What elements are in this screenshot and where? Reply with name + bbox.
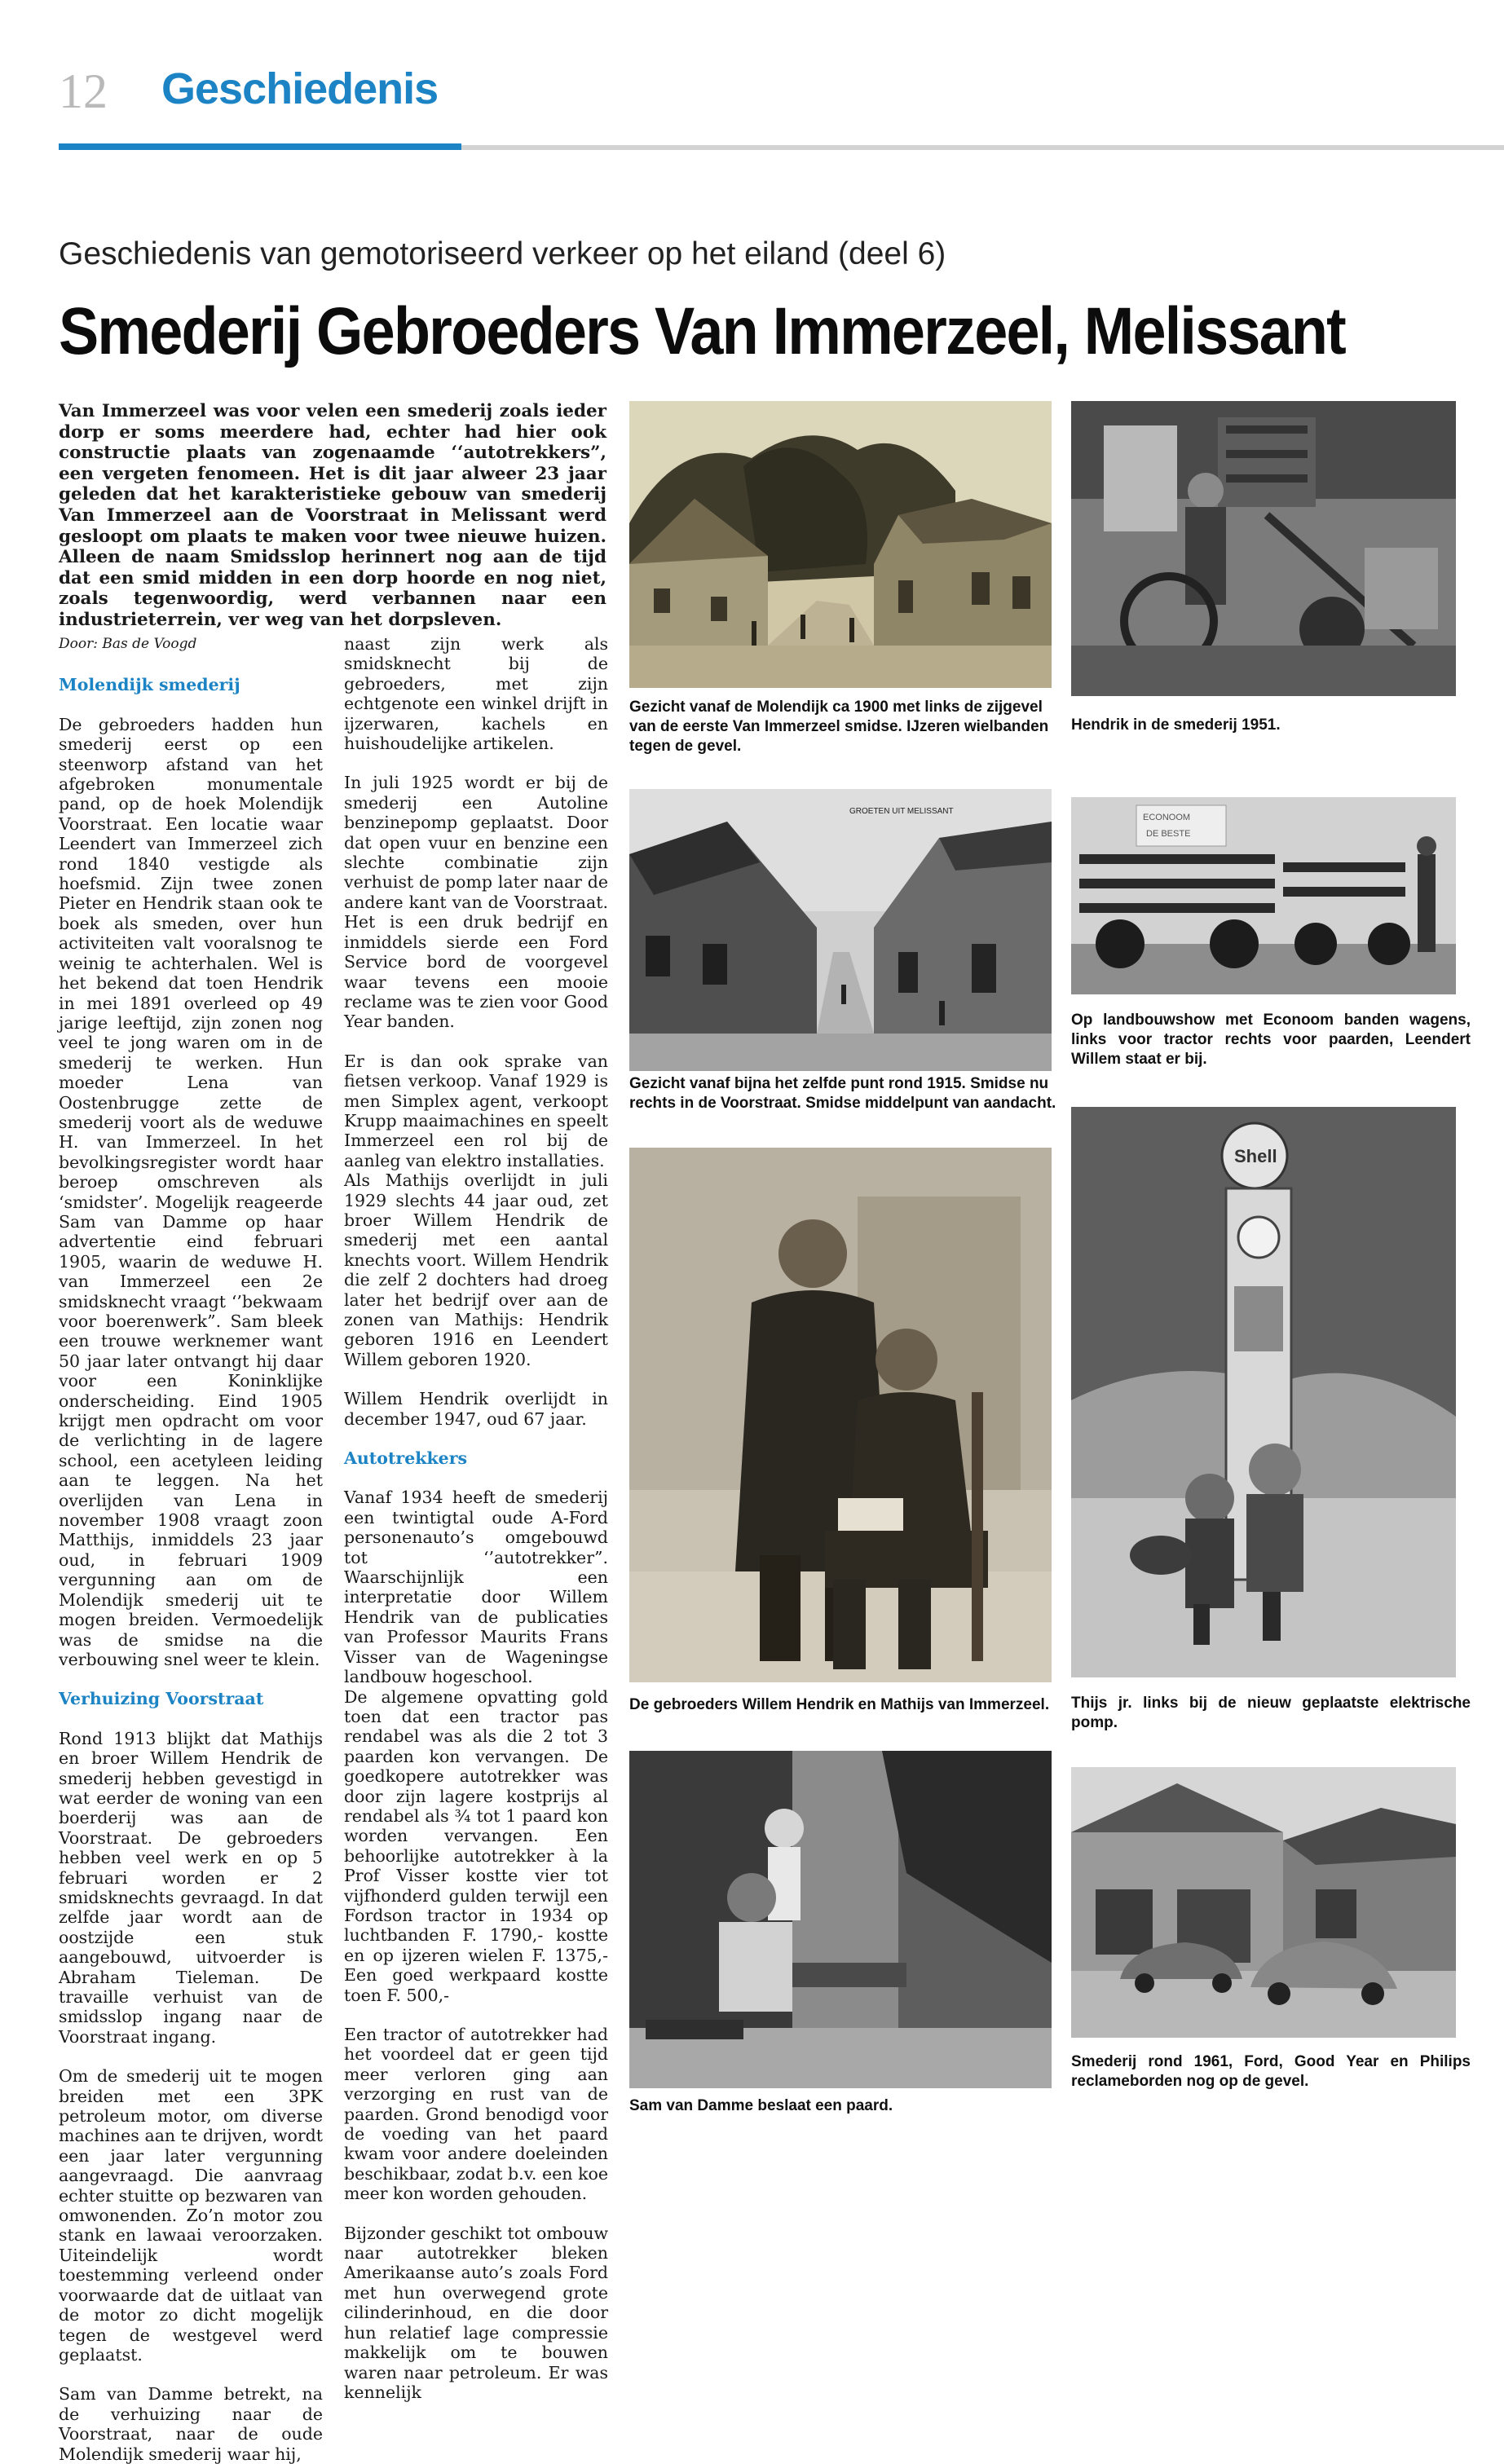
photo-caption: Gezicht vanaf de Molendijk ca 1900 met links de zijgevel van de eerste Van Immerzeel smidse. IJzeren wielbanden tegen de gevel.	[629, 699, 1049, 755]
photo-thijs-pomp	[1071, 1107, 1456, 1677]
photo-sam-van-damme	[629, 1751, 1052, 2088]
text-column-2	[344, 634, 608, 2402]
article-intro: Van Immerzeel was voor velen een smederij zoals ieder dorp er soms meerdere had, echter had hier ook constructie plaats van zogenaamde ‘‘autotrekkers”, een vergeten fenomeen. Het is dit jaar alweer 23 jaar geleden dat het karakteristieke gebouw van smederij Van Immerzeel aan de Voorstraat in Melissant werd gesloopt om plaats te maken voor twee nieuwe huizen. Alleen de naam Smidsslop herinnert nog aan de tijd dat een smid midden in een dorp hoorde en nog niet, zoals tegenwoordig, werd verbannen naar een industrieterrein, ver weg van het dorpsleven.	[59, 401, 606, 630]
subheading-verhuizing: Verhuizing Voorstraat	[59, 1689, 264, 1709]
sign-text: DE BESTE	[1146, 829, 1191, 839]
photo-caption: Op landbouwshow met Econoom banden wagens, links voor tractor rechts voor paarden, Leendert Willem staat er bij.	[1071, 1012, 1471, 1068]
header-rule-accent	[59, 143, 461, 150]
paragraph: Er is dan ook sprake van fietsen verkoop. Vanaf 1929 is men Simplex agent, verkoopt Krupp maaimachines en speelt Immerzeel een rol bij de aanleg van elektro installaties.	[344, 1051, 608, 1170]
postcard-text: GROETEN UIT MELISSANT	[849, 807, 954, 816]
photo-caption: Hendrik in de smederij 1951.	[1071, 716, 1281, 734]
paragraph: Sam van Damme betrekt, na de verhuizing naar de Voorstraat, naar de oude Molendijk smederij waar hij,	[59, 2384, 323, 2464]
byline: Door: Bas de Voogd	[59, 636, 197, 652]
photo-caption: Gezicht vanaf bijna het zelfde punt rond 1915. Smidse nu rechts in de Voorstraat. Smidse middelpunt van aandacht.	[629, 1075, 1056, 1112]
paragraph: Willem Hendrik overlijdt in december 1947, oud 67 jaar.	[344, 1389, 608, 1429]
photo-caption: Sam van Damme beslaat een paard.	[629, 2097, 893, 2114]
header-rule	[461, 145, 1504, 150]
paragraph: Als Mathijs overlijdt in juli 1929 slechts 44 jaar oud, zet broer Willem Hendrik de smederij met een aantal knechts voort. Willem Hendrik die zelf 2 dochters had droeg later het bedrijf over aan de zonen van Mathijs: Hendrik geboren 1916 en Leendert Willem geboren 1920.	[344, 1170, 608, 1369]
paragraph: Vanaf 1934 heeft de smederij een twintigtal oude A-Ford personenauto’s omgebouwd tot ‘’autotrekker”. Waarschijnlijk een interpretatie door Willem Hendrik van de publicaties van Professor Maurits Frans Visser van de Wageningse landbouw hogeschool.	[344, 1488, 608, 1687]
photo-smederij-1961	[1071, 1767, 1456, 2038]
paragraph: In juli 1925 wordt er bij de smederij een Autoline benzinepomp geplaatst. Door dat open vuur en benzine een slechte combinatie zijn verhuist de pomp later naar de andere kant van de Voorstraat. Het is een druk bedrijf en inmiddels sierde een Ford Service bord de voorgevel waar tevens een mooie reclame was te zien voor Good Year banden.	[344, 773, 608, 1032]
subheading-molendijk: Molendijk smederij	[59, 675, 240, 695]
paragraph: naast zijn werk als smidsknecht bij de gebroeders, met zijn echtgenote een winkel drijft in ijzerwaren, kachels en huishoudelijke artikelen.	[344, 634, 608, 754]
photo-caption: De gebroeders Willem Hendrik en Mathijs van Immerzeel.	[629, 1696, 1050, 1713]
article-kicker: Geschiedenis van gemotoriseerd verkeer op het eiland (deel 6)	[59, 236, 946, 271]
photo-caption: Smederij rond 1961, Ford, Good Year en Philips reclameborden nog op de gevel.	[1071, 2053, 1471, 2090]
subheading-autotrekkers: Autotrekkers	[344, 1448, 468, 1469]
paragraph: Om de smederij uit te mogen breiden met een 3PK petroleum motor, om diverse machines aan te drijven, wordt een jaar later vergunning aangevraagd. Die aanvraag echter stuitte op bezwaren van omwonenden. Zo’n motor zou stank en lawaai veroorzaken. Uiteindelijk wordt toestemming verleend onder voorwaarde dat de uitlaat van de motor zo dicht mogelijk tegen de westgevel werd geplaatst.	[59, 2066, 323, 2365]
paragraph: Een tractor of autotrekker had het voordeel dat er geen tijd meer verloren ging aan verzorging en rust van de paarden. Grond benodigd voor de voeding van het paard kwam voor andere doeleinden beschikbaar, zodat b.v. een koe meer kon worden gehouden.	[344, 2025, 608, 2204]
page-number: 12	[59, 64, 108, 118]
photo-caption: Thijs jr. links bij de nieuw geplaatste elektrische pomp.	[1071, 1695, 1471, 1731]
paragraph: Rond 1913 blijkt dat Mathijs en broer Willem Hendrik de smederij hebben gevestigd in wat eerder de woning van een boerderij was aan de Voorstraat. De gebroeders hebben veel werk en op 5 februari worden er 2 smidsknechts gevraagd. In dat zelfde jaar wordt aan de oostzijde een stuk aangebouwd, uitvoerder is Abraham Tieleman. De travaille verhuist van de smidsslop ingang naar de Voorstraat ingang.	[59, 1728, 323, 2047]
article-headline: Smederij Gebroeders Van Immerzeel, Melissant	[59, 294, 1345, 368]
photo-gebroeders-portrait	[629, 1148, 1052, 1682]
photo-voorstraat-1915	[629, 789, 1052, 1071]
sign-text: ECONOOM	[1143, 813, 1191, 822]
paragraph: De algemene opvatting gold toen dat een tractor pas rendabel was als die 2 tot 3 paarden kon vervangen. De goedkopere autotrekker was door zijn lagere kostprijs al rendabel als ¾ tot 1 paard kon worden vervangen. Een behoorlijke autotrekker à la Prof Visser kostte vier tot vijfhonderd gulden terwijl een Fordson tractor in 1934 op luchtbanden F. 1790,- kostte en op ijzeren wielen F. 1375,- Een goed werkpaard kostte toen F. 500,-	[344, 1686, 608, 2005]
photo-molendijk-1900	[629, 401, 1052, 688]
paragraph: Bijzonder geschikt tot ombouw naar autotrekker bleken Amerikaanse auto’s zoals Ford met hun overwegend grote cilinderinhoud, en die door hun relatief lage compressie makkelijk om te bouwen waren naar petroleum. Er was kennelijk	[344, 2223, 608, 2402]
photo-landbouwshow	[1071, 797, 1456, 994]
pump-sign-text: Shell	[1234, 1146, 1277, 1166]
photo-hendrik-smederij-1951	[1071, 401, 1456, 696]
text-column-1	[59, 634, 323, 2464]
section-title: Geschiedenis	[161, 64, 439, 113]
paragraph: De gebroeders hadden hun smederij eerst op een steenworp afstand van het afgebroken monumentale pand, op de hoek Molendijk Voorstraat. Een locatie waar Leendert van Immerzeel zich rond 1840 vestigde als hoefsmid. Zijn twee zonen Pieter en Hendrik staan ook te boek als smeden, over hun activiteiten valt vooralsnog te weinig te achterhalen. Wel is het bekend dat toen Hendrik in mei 1891 overleed op 49 jarige leeftijd, zijn zonen nog veel te jong waren om in de smederij te werken. Hun moeder Lena van Oostenbrugge zette de smederij voort als de weduwe H. van Immerzeel. In het bevolkingsregister wordt haar beroep omschreven als ‘smidster’. Mogelijk reageerde Sam van Damme op haar advertentie eind februari 1905, waarin de weduwe H. van Immerzeel een 2e smidsknecht vraagt ‘’bekwaam voor boerenwerk”. Sam bleek een trouwe werknemer want 50 jaar later ontvangt hij daar voor een Koninklijke onderscheiding. Eind 1905 krijgt men opdracht om voor de verlichting in de lagere school, een acetyleen leiding aan te leggen. Na het overlijden van Lena in november 1908 vraagt zoon Matthijs, inmiddels 23 jaar oud, in februari 1909 vergunning aan om de Molendijk smederij uit te mogen breiden. Vermoedelijk was de smidse na die verbouwing snel weer te klein.	[59, 714, 323, 1669]
